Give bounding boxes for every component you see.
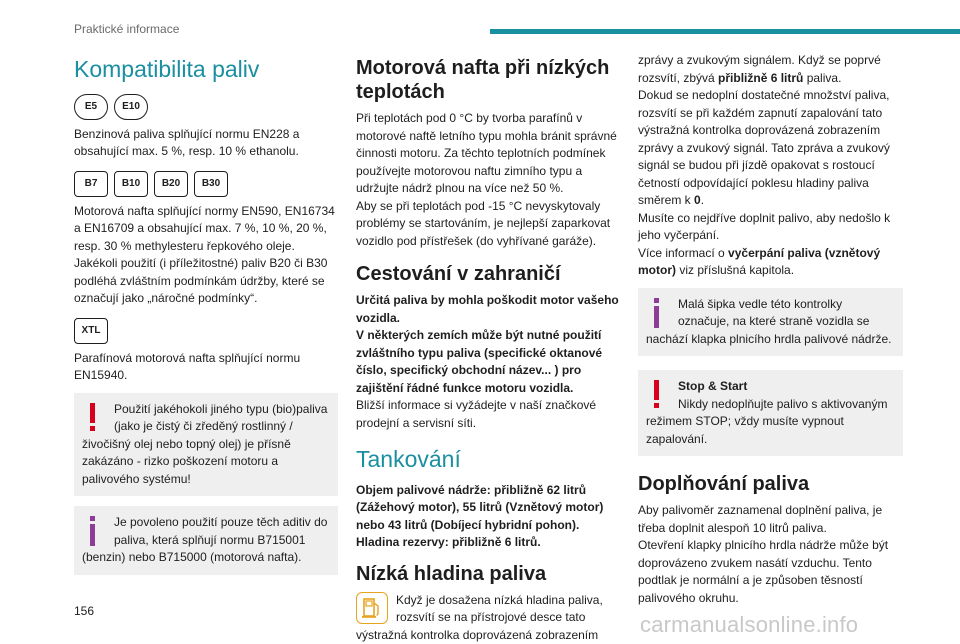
paragraph-abroad-1: Určitá paliva by mohla poškodit motor vašeho vozidla. [356, 293, 619, 325]
paragraph-abroad-2: V některých zemích může být nutné použití zvláštního typu paliva (specifické oktanové číslo, specifický obchodní název... ) pro zajištění řádné funkce motoru vozidla. [356, 328, 603, 395]
running-header: Praktické informace [74, 22, 180, 36]
paragraph-reserve: Hladina rezervy: přibližně 6 litrů. [356, 535, 541, 550]
column-3 [638, 52, 903, 607]
heading-travel-abroad: Cestování v zahraničí [356, 263, 561, 285]
info-note-additives [74, 506, 338, 575]
warning-biofuel-text: Použití jakéhokoli jiného typu (bio)paliva (jako je čistý či zředěný rostlinný / živočišný olej nebo topný olej) je přísně zakázáno - rizko poškození motoru a palivového systému! [82, 401, 328, 486]
paragraph-diesel: Motorová nafta splňující normy EN590, EN16734 a EN16709 a obsahující max. 7 %, 10 %, 20 %, resp. 30 % methylesteru řepkového oleje. Jakékoli použití (i příležitostné) paliv B20 či B30 podléhá zvláštním podmínkám údržby, které se označují jako „náročné podmínky“. [74, 203, 335, 306]
column-1 [74, 52, 338, 575]
info-icon [646, 296, 668, 330]
fuel-badge-b10: B10 [114, 171, 148, 197]
fuel-pump-warning-icon [356, 592, 388, 624]
page-number: 156 [74, 604, 95, 618]
fuel-badge-b20: B20 [154, 171, 188, 197]
info-additives-text: Je povoleno použití pouze těch aditiv do paliva, která splňují normu B715001 (benzin) nebo B715000 (motorová nafta). [82, 515, 328, 565]
paragraph-low-temp-2: Aby se při teplotách pod -15 °C nevyskytovaly problémy se startováním, je nejlepší zaparkovat vozidlo pod přístřešek (do vyhřívané garáže). [356, 198, 611, 248]
paragraph-topping-up-2: Otevření klapky plnicího hrdla nádrže může být doprovázeno zvukem nasátí vzduchu. Tento podtlak je normální a je způsoben těsností palivového okruhu. [638, 538, 889, 605]
paragraph-low-fuel: Když je dosažena nízká hladina paliva, rozsvítí se na přístrojové desce tato výstražná kontrolka doprovázená zobrazením [356, 592, 603, 642]
heading-diesel-low-temp: Motorová nafta při nízkých teplotách [356, 57, 610, 103]
paragraph-low-temp-1: Při teplotách pod 0 °C by tvorba parafínů v motorové naftě letního typu mohla bránit správné činnosti motoru. Za těchto teplotních podmínek používejte motorovou naftu zimního typu a udržujte nádrž plnou na více než 50 %. [356, 111, 617, 195]
column-2 [356, 52, 620, 644]
warning-exclamation-icon [82, 401, 104, 435]
heading-fuel-compatibility: Kompatibilita paliv [74, 56, 260, 82]
paragraph-petrol: Benzinová paliva splňující normu EN228 a obsahující max. 5 %, resp. 10 % ethanolu. [74, 126, 300, 159]
paragraph-tank-capacity: Objem palivové nádrže: přibližně 62 litrů (Zážehový motor), 55 litrů (Vznětový motor) nebo 43 litrů (Dobíjecí hybridní pohon). [356, 482, 604, 532]
heading-topping-up: Doplňování paliva [638, 473, 810, 495]
info-note-arrow [638, 288, 903, 357]
paragraph-xtl: Parafínová motorová nafta splňující normu EN15940. [74, 350, 301, 383]
fuel-badge-e5: E5 [74, 94, 108, 120]
paragraph-low-fuel-cont-4: Více informací o vyčerpání paliva (vznětový motor) viz příslušná kapitola. [638, 245, 881, 277]
paragraph-abroad-3: Bližší informace si vyžádejte v naší značkové prodejní a servisní síti. [356, 398, 597, 430]
diesel-badges [74, 171, 338, 197]
warning-note-biofuel [74, 393, 338, 497]
petrol-badges [74, 94, 338, 120]
fuel-badge-xtl: XTL [74, 318, 108, 344]
paragraph-low-fuel-cont-3: Musíte co nejdříve doplnit palivo, aby nedošlo k jeho vyčerpání. [638, 210, 891, 242]
warning-stop-start-text: Nikdy nedoplňujte palivo s aktivovaným režimem STOP; vždy musíte vypnout zapalování. [646, 396, 888, 446]
heading-refuelling: Tankování [356, 446, 461, 472]
warning-stop-start-title: Stop & Start [678, 379, 748, 393]
info-icon [82, 514, 104, 548]
heading-low-fuel: Nízká hladina paliva [356, 562, 547, 585]
watermark: carmanualsonline.info [640, 612, 859, 637]
fuel-badge-b30: B30 [194, 171, 228, 197]
warning-exclamation-icon [646, 378, 668, 412]
fuel-badge-b7: B7 [74, 171, 108, 197]
xtl-badges [74, 318, 338, 344]
paragraph-low-fuel-cont-1: zprávy a zvukovým signálem. Když se poprvé rozsvítí, zbývá přibližně 6 litrů paliva. [638, 53, 881, 85]
paragraph-low-fuel-cont-2: Dokud se nedoplní dostatečné množství paliva, rozsvítí se při každém zapnutí zapalování tato výstražná kontrolka doprovázená zobrazením zprávy a zvukový signál. Tato zpráva a zvukový signál se budou při jízdě opakovat s rostoucí četností odpovídající poklesu hladiny paliva směrem k 0. [638, 88, 890, 207]
fuel-badge-e10: E10 [114, 94, 148, 120]
warning-note-stop-start [638, 370, 903, 456]
header-accent-bar [490, 29, 960, 34]
info-arrow-text: Malá šipka vedle této kontrolky označuje, na které straně vozidla se nachází klapka plnicího hrdla palivové nádrže. [646, 296, 892, 346]
paragraph-topping-up-1: Aby palivoměr zaznamenal doplnění paliva, je třeba doplnit alespoň 10 litrů paliva. [638, 503, 883, 535]
